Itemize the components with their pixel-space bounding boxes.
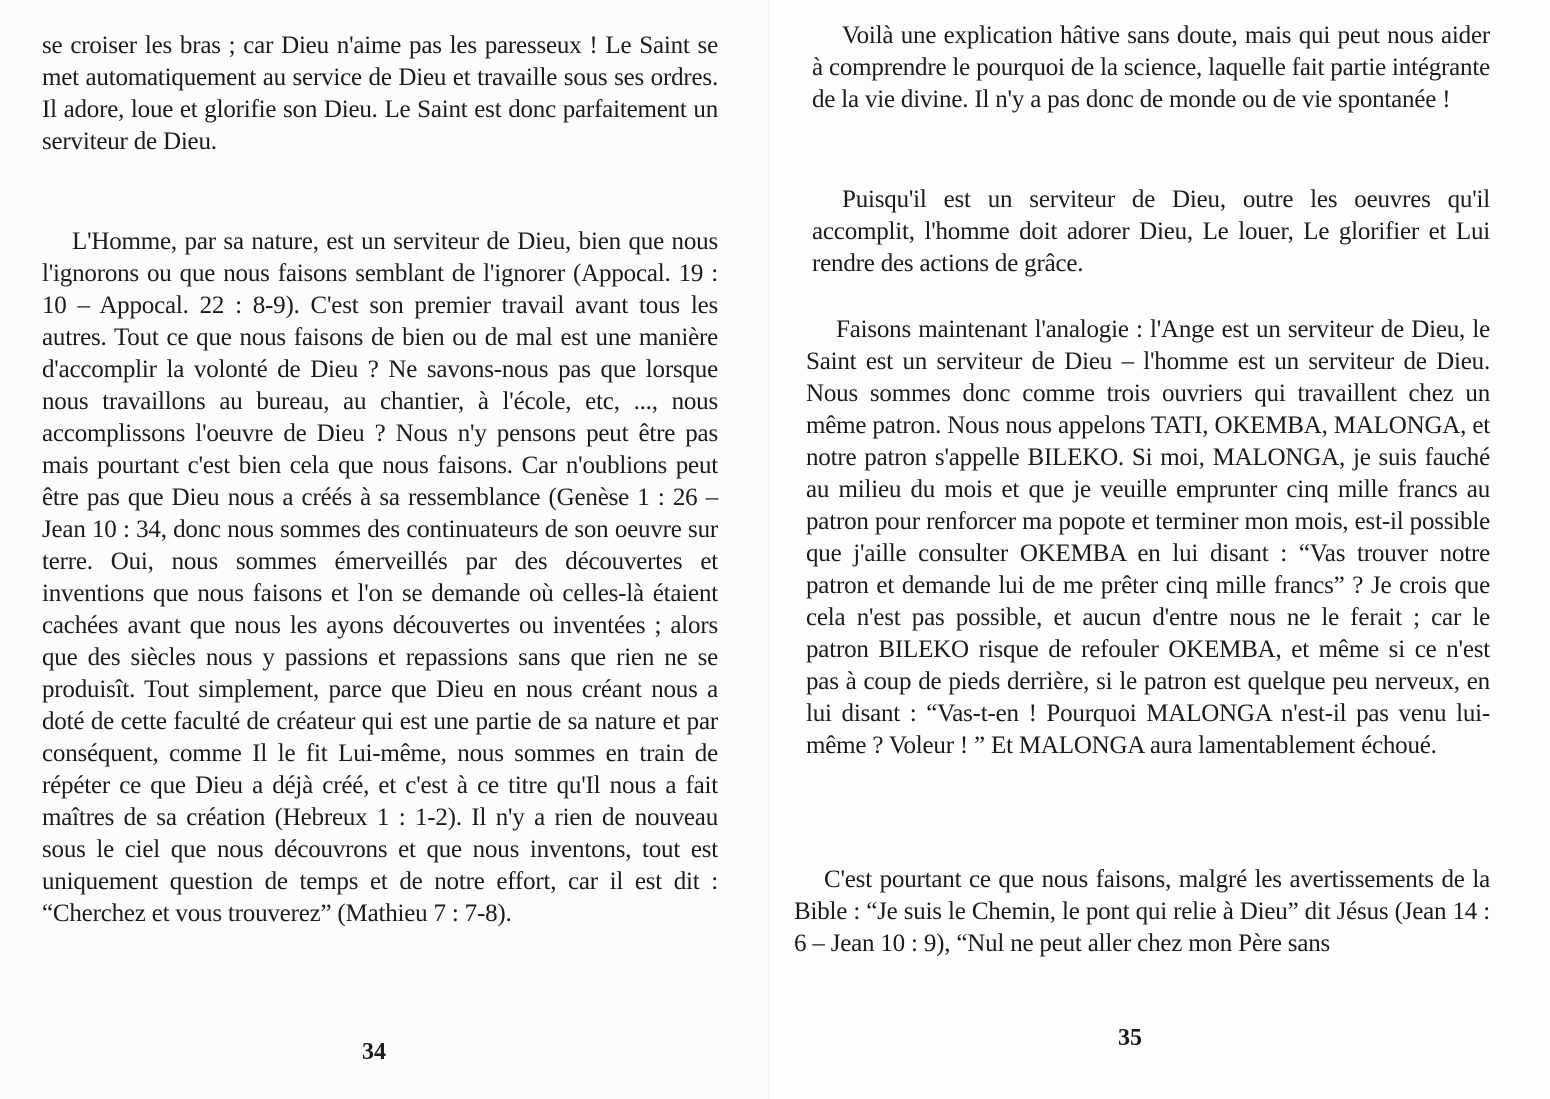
left-paragraph-1: se croiser les bras ; car Dieu n'aime pas les paresseux ! Le Saint se met automatiquement au service de Dieu et travaille sous ses ordres. Il adore, loue et glorifie son Dieu. Le Saint est donc parfaitement un serviteur de Dieu. xyxy=(42,32,718,155)
right-page xyxy=(770,0,1550,1099)
page-number-left: 34 xyxy=(362,1039,386,1065)
right-paragraph-1: Voilà une explication hâtive sans doute, mais qui peut nous aider à comprendre le pourquoi de la science, laquelle fait partie intégrante de la vie divine. Il n'y a pas donc de monde ou de vie spontanée ! xyxy=(812,22,1490,113)
left-paragraph-2: L'Homme, par sa nature, est un serviteur de Dieu, bien que nous l'ignorons ou que nous faisons semblant de l'ignorer (Appocal. 19 : 10 – Appocal. 22 : 8-9). C'est son premier travail avant tous les autres. Tout ce que nous faisons de bien ou de mal est une manière d'accomplir la volonté de Dieu ? Ne savons-nous pas que lorsque nous travaillons au bureau, au chantier, à l'école, etc, ..., nous accomplissons l'oeuvre de Dieu ? Nous n'y pensons peut être pas mais pourtant c'est bien cela que nous faisons. Car n'oublions peut être pas que Dieu nous a créés à sa ressemblance (Genèse 1 : 26 – Jean 10 : 34, donc nous sommes des continuateurs de son oeuvre sur terre. Oui, nous sommes émerveillés par des découvertes et inventions que nous faisons et l'on se demande où celles-là étaient cachées avant que nous les ayons découvertes ou inventées ; alors que des siècles nous y passions et repassions sans que rien ne se produisît. Tout simplement, parce que Dieu en nous créant nous a doté de cette faculté de créateur qui est une partie de sa nature et par conséquent, comme Il le fit Lui-même, nous sommes en train de répéter ce que Dieu a déjà créé, et c'est à ce titre qu'Il nous a fait maîtres de sa création (Hebreux 1 : 1-2). Il n'y a rien de nouveau sous le ciel que nous découvrons et que nous inventons, tout est uniquement question de temps et de notre effort, car il est dit : “Cherchez et vous trouverez” (Mathieu 7 : 7-8). xyxy=(42,228,718,927)
right-paragraph-2: Puisqu'il est un serviteur de Dieu, outre les oeuvres qu'il accomplit, l'homme doit adorer Dieu, Le louer, Le glorifier et Lui rendre des actions de grâce. xyxy=(812,186,1490,277)
left-page xyxy=(0,0,770,1099)
page-number-right: 35 xyxy=(1118,1025,1142,1051)
right-paragraph-4: C'est pourtant ce que nous faisons, malgré les avertissements de la Bible : “Je suis le Chemin, le pont qui relie à Dieu” dit Jésus (Jean 14 : 6 – Jean 10 : 9), “Nul ne peut aller chez mon Père sans xyxy=(794,866,1490,957)
right-paragraph-3: Faisons maintenant l'analogie : l'Ange est un serviteur de Dieu, le Saint est un serviteur de Dieu – l'homme est un serviteur de Dieu. Nous sommes donc comme trois ouvriers qui travaillent chez un même patron. Nous nous appelons TATI, OKEMBA, MALONGA, et notre patron s'appelle BILEKO. Si moi, MALONGA, je suis fauché au milieu du mois et que je veuille emprunter cinq mille francs au patron pour renforcer ma popote et terminer mon mois, est-il possible que j'aille consulter OKEMBA en lui disant : “Vas trouver notre patron et demande lui de me prêter cinq mille francs” ? Je crois que cela n'est pas possible, et aucun d'entre nous ne le ferait ; car le patron BILEKO risque de refouler OKEMBA, et même si ce n'est pas à coup de pieds derrière, si le patron est quelque peu nerveux, en lui disant : “Vas-t-en ! Pourquoi MALONGA n'est-il pas venu lui-même ? Voleur ! ” Et MALONGA aura lamentablement échoué. xyxy=(806,316,1490,759)
